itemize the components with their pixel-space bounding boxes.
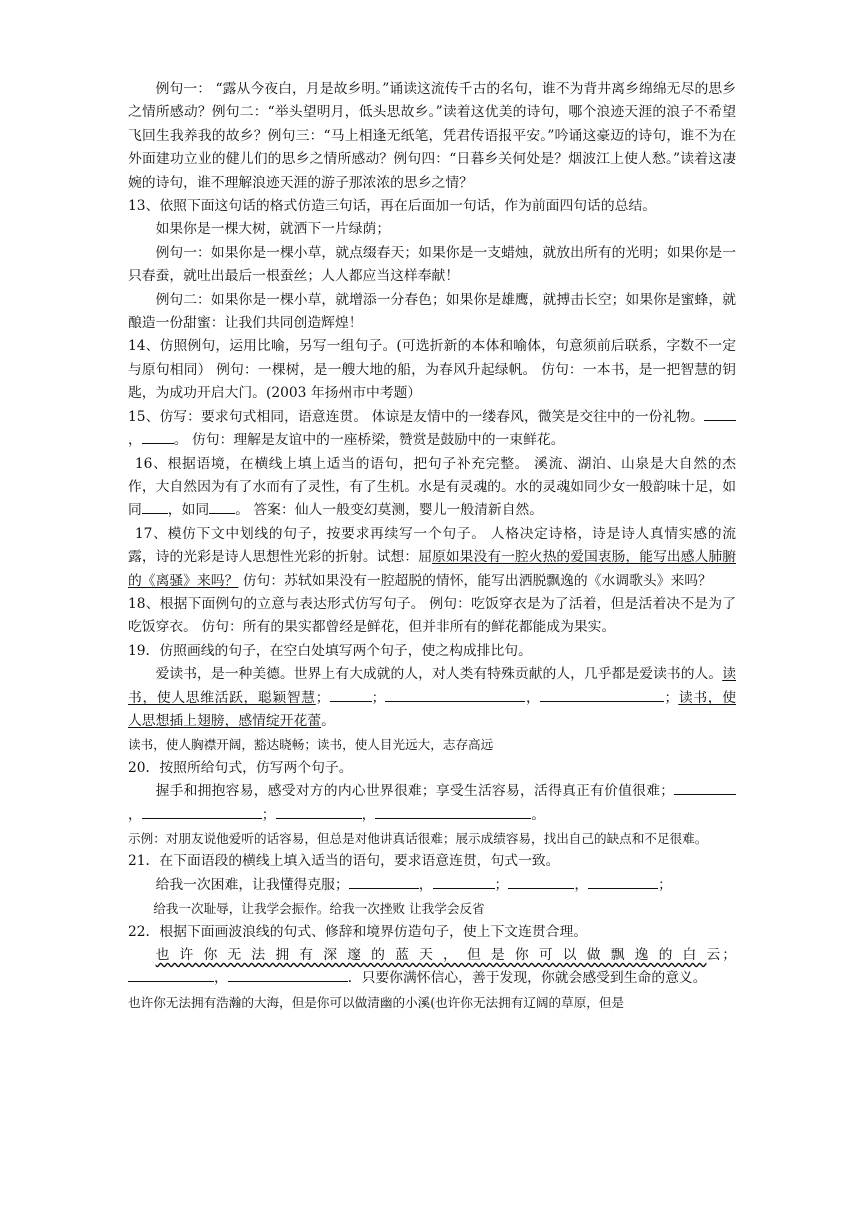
q19-blank-1[interactable]: [330, 687, 372, 702]
q22-blank-2[interactable]: [228, 967, 348, 982]
q20-blank-3[interactable]: [276, 804, 362, 819]
q13-answer-1: 例句一：如果你是一棵小草，就点缀春天；如果你是一支蜡烛，就放出所有的光明；如果你是一只春蚕，就吐出最后一根蚕丝；人人都应当这样奉献！: [128, 244, 736, 285]
q19-passage: 爱读书，是一种美德。世界上有大成就的人，对人类有特殊贡献的人，几乎都是爱读书的人。读书，使人思维活跃，聪颖智慧； ； ， ；读书，使人思想插上翅膀，感情绽开花蕾。: [128, 666, 737, 729]
q14-prompt: 14、仿照例句，运用比喻，另写一组句子。(可选折新的本体和喻体，句意须前后联系，字数不一定与原句相同） 例句：一棵树，是一艘大地的船，为春风升起绿帆。 仿句：一本书，是一把智慧的钥匙，为成功开启大门。(2003 年扬州市中考题）: [128, 338, 736, 402]
q21-blank-4[interactable]: [588, 874, 658, 889]
q17-underlined-sentence: 原如果没有一腔火热的爱国衷肠，能写出感人肺腑的《离骚》来吗？: [128, 549, 737, 589]
q22-passage: 也许你无法拥有深邃的蓝天，但是你可以做飘逸的白云；， ．只要你满怀信心，善于发现，你就会感受到生命的意义。: [128, 944, 736, 991]
q17-prompt: 17、模仿下文中划线的句子，按要求再续写一个句子。 人格决定诗格，诗是诗人真情实感的流露，诗的光彩是诗人思想性光彩的折射。试想：屈原如果没有一腔火热的爱国衷肠，能写出感人肺腑的《离骚》来吗？ 仿句：苏轼如果没有一腔超脱的情怀，能写出洒脱飘逸的《水调歌头》来吗？: [128, 525, 737, 589]
q22-wavy-sentence: 也许你无法拥有深邃的蓝天，但是你可以做飘逸的白: [155, 947, 707, 964]
q19-blank-3[interactable]: [540, 687, 664, 702]
q17-answer: 仿句：苏轼如果没有一腔超脱的情怀，能写出洒脱飘逸的《水调歌头》来吗？: [238, 572, 712, 589]
q12-examples: 例句一： “露从今夜白，月是故乡明。”诵读这流传千古的名句，谁不为背井离乡绵绵无尽的思乡之情所感动？例句二：“举头望明月，低头思故乡。”读着这优美的诗句，哪个浪迹天涯的浪子不希望飞回生我养我的故乡？例句三：“马上相逢无纸笔，凭君传语报平安。”吟诵这豪迈的诗句，谁不为在外面建功立业的健儿们的思乡之情所感动？例句四：“日暮乡关何处是？烟波江上使人愁。”读着这凄婉的诗句，谁不理解浪迹天涯的游子那浓浓的思乡之情？: [128, 81, 736, 191]
q16-blank-1[interactable]: [142, 499, 168, 514]
q16-prompt: 16、根据语境，在横线上填上适当的语句，把句子补充完整。 溪流、湖泊、山泉是大自然的杰作，大自然因为有了水而有了灵性，有了生机。水是有灵魂的。水的灵魂如同少女一般韵味十足，如同 ，如同 。 答案：仙人一般变幻莫测，婴儿一般清新自然。: [128, 455, 736, 519]
q21-blank-1[interactable]: [349, 874, 419, 889]
q20-blank-2[interactable]: [142, 804, 262, 819]
q15-blank-1[interactable]: [704, 406, 736, 421]
q19-underlined-1: 读书，使人思维活跃，聪颖智慧: [128, 666, 736, 706]
q20-prompt: 20．按照所给句式，仿写两个句子。: [128, 759, 353, 776]
q21-answer: 给我一次耻辱，让我学会振作。给我一次挫败 让我学会反省: [153, 901, 485, 917]
q15-answer: 。 仿句：理解是友谊中的一座桥梁，赞赏是鼓励中的一束鲜花。: [173, 432, 565, 449]
q15-text: 15、仿写：要求句式相同，语意连贯。 体谅是友情中的一缕春风，微笑是交往中的一份礼物。: [128, 408, 704, 425]
q19-prompt: 19．仿照画线的句子，在空白处填写两个句子，使之构成排比句。: [128, 642, 532, 659]
q21-passage: 给我一次困难，让我懂得克服； ， ； ， ；: [128, 874, 736, 897]
q21-blank-3[interactable]: [508, 874, 574, 889]
q19-underlined-2: 读书，使人思想插上翅膀，感情绽开花蕾: [128, 689, 737, 729]
q13-answer-2: 例句二：如果你是一棵小草，就增添一分春色；如果你是雄鹰，就搏击长空；如果你是蜜蜂，就酿造一份甜蜜：让我们共同创造辉煌！: [128, 291, 736, 332]
q20-answer: 示例：对朋友说他爱听的话容易，但总是对他讲真话很难；展示成绩容易，找出自己的缺点和不足很难。: [128, 831, 708, 846]
q20-passage: 握手和拥抱容易，感受对方的内心世界很难；享受生活容易，活得真正有价值很难；， ； ， 。: [128, 780, 736, 827]
q22-prompt: 22．根据下面画波浪线的句式、修辞和境界仿造句子，使上下文连贯合理。: [128, 923, 588, 940]
q20-blank-1[interactable]: [674, 780, 736, 795]
q22-blank-1[interactable]: [128, 967, 214, 982]
q22-answer: 也许你无法拥有浩瀚的大海，但是你可以做清幽的小溪(也许你无法拥有辽阔的草原，但是: [128, 994, 625, 1010]
q21-prompt: 21．在下面语段的横线上填入适当的语句，要求语意连贯，句式一致。: [128, 853, 560, 870]
q13-example: 如果你是一棵大树，就洒下一片绿荫；: [155, 221, 391, 238]
q13-prompt: 13、依照下面这句话的格式仿造三句话，再在后面加一句话，作为前面四句话的总结。: [128, 198, 657, 215]
q19-answer: 读书，使人胸襟开阔，豁达晓畅；读书，使人目光远大，志存高远: [128, 737, 494, 753]
q19-blank-2[interactable]: [385, 687, 525, 702]
q15-prompt: 15、仿写：要求句式相同，语意连贯。 体谅是友情中的一缕春风，微笑是交往中的一份礼物。， 。 仿句：理解是友谊中的一座桥梁，赞赏是鼓励中的一束鲜花。: [128, 406, 736, 453]
q15-blank-2[interactable]: [142, 429, 174, 444]
q16-blank-2[interactable]: [209, 499, 235, 514]
q18-prompt: 18、根据下面例句的立意与表达形式仿写句子。 例句：吃饭穿衣是为了活着，但是活着决不是为了吃饭穿衣。 仿句：所有的果实都曾经是鲜花，但并非所有的鲜花都能成为果实。: [128, 595, 736, 636]
q21-blank-2[interactable]: [433, 874, 495, 889]
q16-answer: 。 答案：仙人一般变幻莫测，婴儿一般清新自然。: [235, 502, 544, 519]
q20-blank-4[interactable]: [375, 804, 531, 819]
